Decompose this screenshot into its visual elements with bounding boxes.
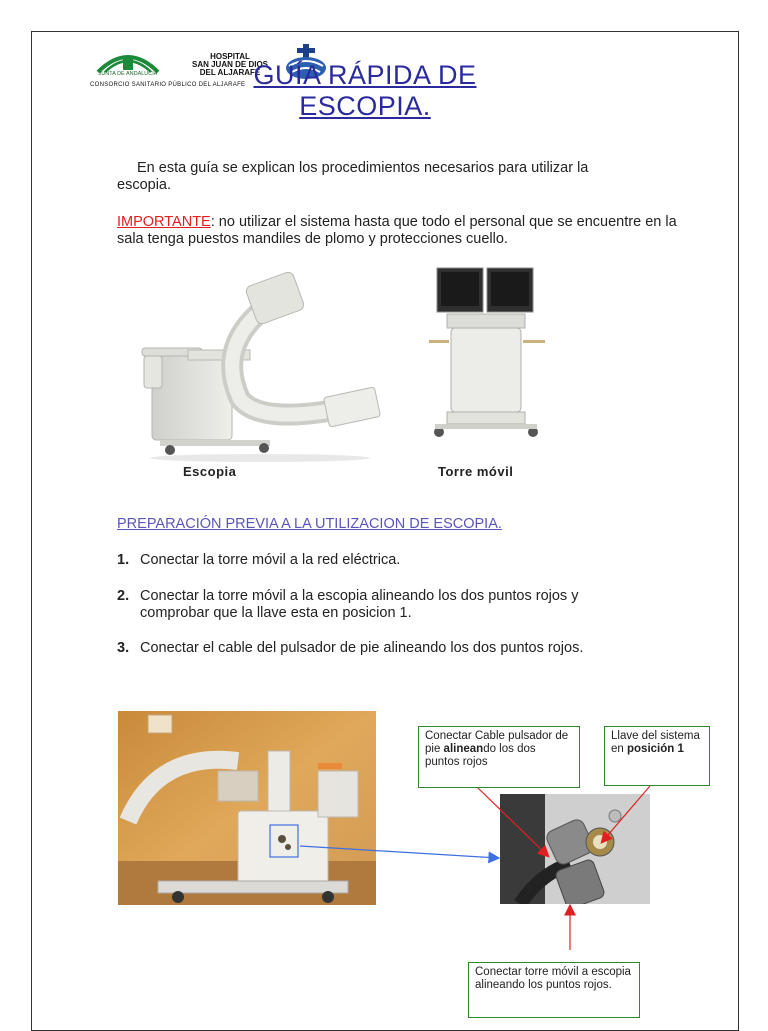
step-text: Conectar el cable del pulsador de pie alineando los dos puntos rojos.: [140, 640, 584, 656]
callout-llave-text-bold: posición 1: [627, 743, 684, 755]
important-label: IMPORTANTE: [117, 214, 211, 230]
torre-movil-caption: Torre móvil: [438, 464, 514, 479]
intro-text: En esta guía se explican los procedimientos necesarios para utilizar la escopia.: [117, 160, 589, 193]
step-number: 3.: [117, 640, 130, 656]
callout-cable-text-pre: Conectar Cable pulsador de pie: [425, 730, 569, 755]
callout-torre-text: Conectar torre móvil a escopia alineando los puntos rojos.: [475, 966, 631, 991]
callout-torre: [468, 962, 640, 1018]
connector-closeup-photo: [500, 794, 650, 904]
hospital-line-3: DEL ALJARAFE: [199, 68, 261, 77]
section-title: PREPARACIÓN PREVIA A LA UTILIZACION DE ESCOPIA.: [117, 516, 502, 532]
escopia-room-photo: [118, 711, 376, 905]
callout-llave-text-pre: Llave del sistema en: [611, 730, 700, 755]
torre-movil-image: [425, 262, 555, 452]
escopia-caption: Escopia: [183, 464, 237, 479]
intro-paragraph: [117, 160, 637, 194]
page-title: GUÍA RÁPIDA DE ESCOPIA.: [253, 60, 477, 121]
hospital-line-2: SAN JUAN DE DIOS: [191, 60, 268, 69]
important-text: : no utilizar el sistema hasta que todo el personal que se encuentre en la sala tenga puestos mandiles de plomo y protecciones cuello.: [117, 214, 677, 247]
escopia-image: [130, 264, 390, 464]
step-text: Conectar la torre móvil a la red eléctrica.: [140, 552, 401, 568]
callout-cable-text-bold: alinean: [443, 743, 484, 755]
junta-label: JUNTA DE ANDALUCIA: [98, 71, 158, 77]
callout-cable-pulsador: [418, 726, 580, 788]
hospital-line-1: HOSPITAL: [210, 52, 250, 61]
step-number: 1.: [117, 552, 130, 568]
step-number: 2.: [117, 588, 130, 604]
callout-cable-text-post: do los dos puntos rojos: [425, 743, 536, 768]
important-paragraph: [117, 214, 677, 248]
callout-llave: [604, 726, 710, 786]
step-text: Conectar la torre móvil a la escopia alineando los dos puntos rojos y comprobar que la llave esta en posicion 1.: [140, 588, 579, 621]
consortium-label: CONSORCIO SANITARIO PÚBLICO DEL ALJARAFE: [90, 82, 246, 88]
